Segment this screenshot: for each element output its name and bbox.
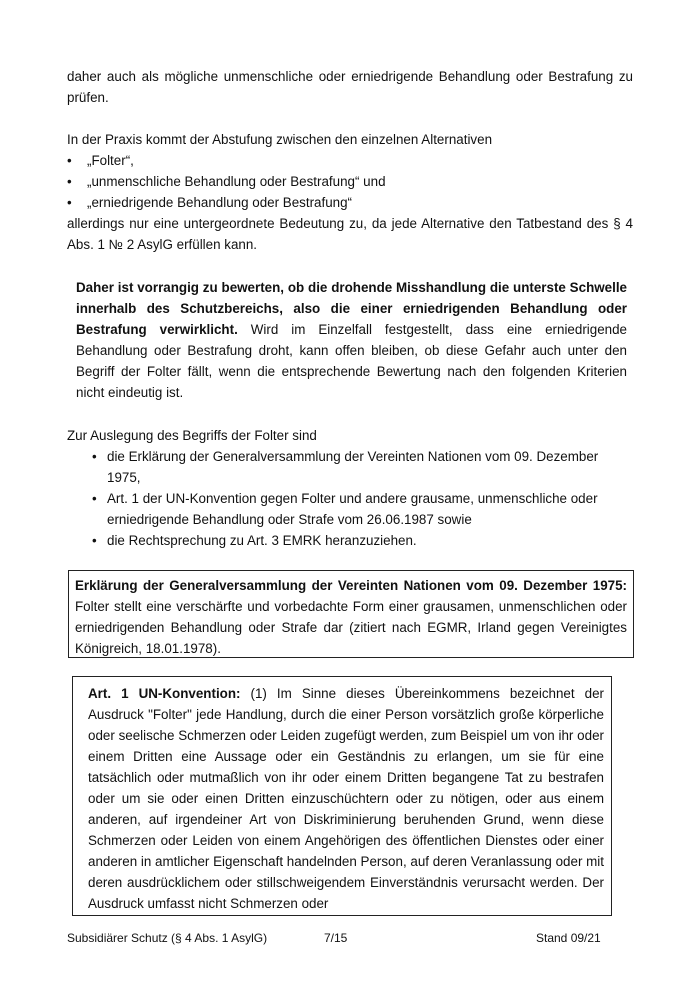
list-item: • die Erklärung der Generalversammlung der Vereinten Nationen vom 09. Dezember 1975, — [92, 446, 632, 488]
sources-list — [92, 446, 632, 551]
alternatives-list — [67, 150, 633, 213]
list-item: • die Rechtsprechung zu Art. 3 EMRK heranzuziehen. — [92, 530, 632, 551]
un-declaration-box — [68, 570, 634, 658]
paragraph-practice-intro: In der Praxis kommt der Abstufung zwischen den einzelnen Alternativen — [67, 132, 493, 147]
list-item: • „Folter“, — [67, 150, 633, 171]
un-convention-box — [72, 676, 612, 916]
paragraph-intro: daher auch als mögliche unmenschliche oder erniedrigende Behandlung oder Bestrafung zu prüfen. — [67, 69, 633, 105]
un-convention-text — [88, 683, 604, 914]
list-item: • „erniedrigende Behandlung oder Bestrafung“ — [67, 192, 633, 213]
highlight-text: Wird im Einzelfall festgestellt, dass eine erniedrigende Behandlung oder Bestrafung droht, kann offen bleiben, ob diese Gefahr auch unter den Begriff der Folter fällt, wenn die entsprechende Bewertung nach den folgenden Kriterien nicht eindeutig ist. — [76, 322, 627, 400]
footer-date: Stand 09/21 — [536, 931, 601, 945]
footer-title: Subsidiärer Schutz (§ 4 Abs. 1 AsylG) — [67, 931, 268, 945]
un-declaration-body: Folter stellt eine verschärfte und vorbedachte Form einer grausamen, unmenschlichen oder erniedrigenden Behandlung oder Strafe dar (zitiert nach EGMR, Irland gegen Vereinigtes Königreich, 18.01.1978). — [75, 599, 627, 656]
list-item: • Art. 1 der UN-Konvention gegen Folter und andere grausame, unmenschliche oder erniedrigende Behandlung oder Strafe vom 26.06.1987 sowie — [92, 488, 632, 530]
highlight-paragraph — [76, 277, 627, 403]
list-item: • „unmenschliche Behandlung oder Bestrafung“ und — [67, 171, 633, 192]
highlight-bold-text: Daher ist vorrangig zu bewerten, ob die drohende Misshandlung die unterste Schwelle innerhalb des Schutzbereichs, also die einer erniedrigenden Behandlung oder Bestrafung verwirklicht. — [76, 280, 627, 337]
footer-page-number: 7/15 — [324, 931, 348, 945]
paragraph-practice-end: allerdings nur eine untergeordnete Bedeutung zu, da jede Alternative den Tatbestand des § 4 Abs. 1 № 2 AsylG erfüllen kann. — [67, 216, 633, 252]
un-declaration-heading: Erklärung der Generalversammlung der Vereinten Nationen vom 09. Dezember 1975: — [75, 578, 627, 593]
un-convention-heading: Art. 1 UN-Konvention: — [88, 686, 241, 701]
un-declaration-text — [75, 575, 627, 659]
un-convention-body: (1) Im Sinne dieses Übereinkommens bezeichnet der Ausdruck "Folter" jede Handlung, durch die einer Person vorsätzlich große körperliche oder seelische Schmerzen oder Leiden zugefügt werden, zum Beispiel um von ihr oder einem Dritten eine Aussage oder ein Geständnis zu erlangen, um sie für eine tatsächlich oder mutmaßlich von ihr oder einem Dritten begangene Tat zu bestrafen oder um sie oder einen Dritten einzuschüchtern oder zu nötigen, oder aus einem anderen, auf irgendeiner Art von Diskriminierung beruhenden Grund, wenn diese Schmerzen oder Leiden von einem Angehörigen des öffentlichen Dienstes oder einer anderen in amtlicher Eigenschaft handelnden Person, auf deren Veranlassung oder mit deren ausdrücklichem oder stillschweigendem Einverständnis verursacht werden. Der Ausdruck umfasst nicht Schmerzen oder — [88, 686, 604, 911]
paragraph-sources-intro: Zur Auslegung des Begriffs der Folter sind — [67, 428, 317, 443]
